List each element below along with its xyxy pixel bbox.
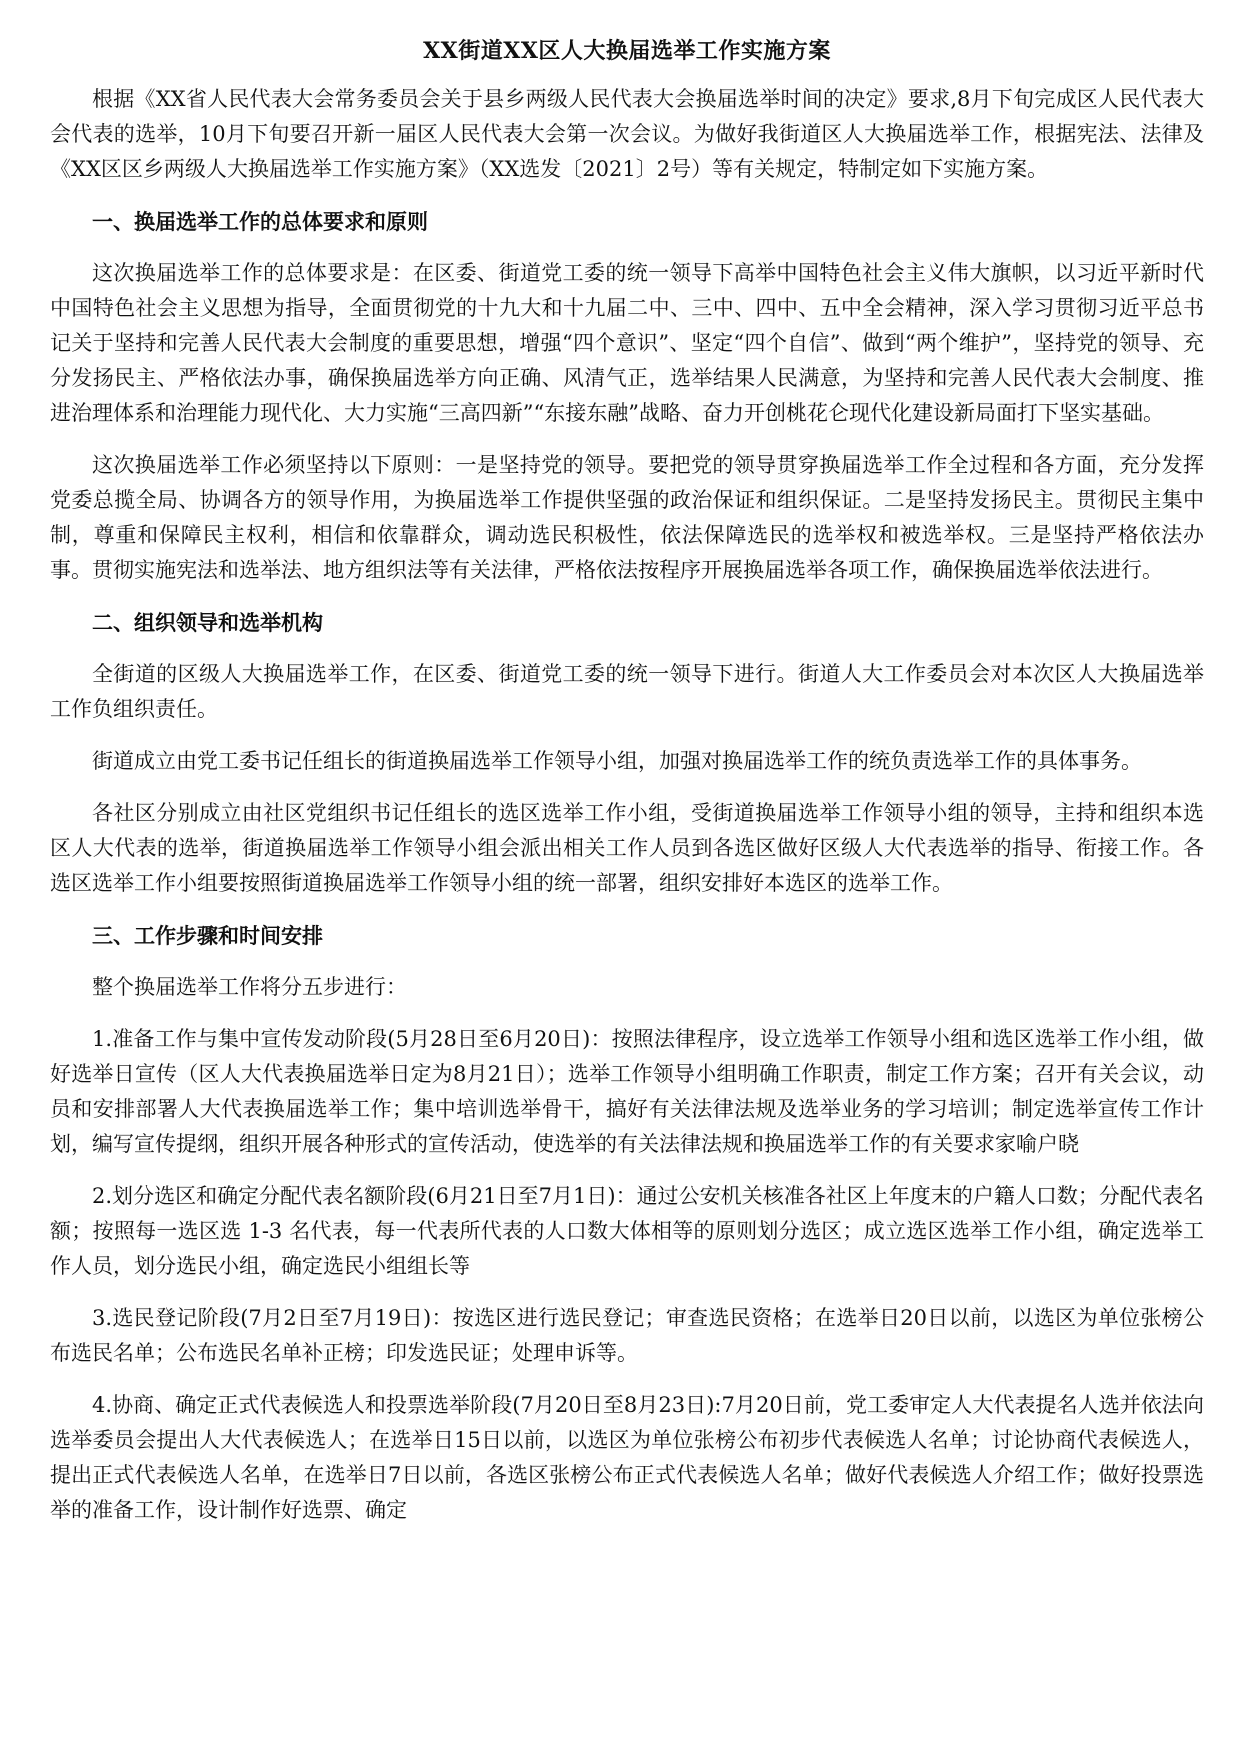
paragraph-district-leadership: 全街道的区级人大换届选举工作，在区委、街道党工委的统一领导下进行。街道人大工作委员会对本次区人大换届选举工作负组织责任。 — [50, 662, 1204, 721]
intro-paragraph: 根据《XX省人民代表大会常务委员会关于县乡两级人民代表大会换届选举时间的决定》要求,8月下旬完成区人民代表大会代表的选举，10月下旬要召开新一届区人民代表大会第一次会议。为做好我街道区人大换届选举工作，根据宪法、法律及《XX区区乡两级人大换届选举工作实施方案》（XX选发〔2021〕2号）等有关规定，特制定如下实施方案。 — [50, 87, 1204, 181]
paragraph-steps-intro: 整个换届选举工作将分五步进行： — [92, 975, 407, 999]
paragraph-leading-group: 街道成立由党工委书记任组长的街道换届选举工作领导小组，加强对换届选举工作的统负责选举工作的具体事务。 — [92, 749, 1142, 773]
paragraph-step-2: 2.划分选区和确定分配代表名额阶段(6月21日至7月1日)：通过公安机关核准各社区上年度末的户籍人口数；分配代表名额；按照每一选区选 1-3 名代表，每一代表所代表的人口数大体相等的原则划分选区；成立选区选举工作小组，确定选举工作人员，划分选民小组，确定选民小组组长等 — [50, 1184, 1204, 1278]
paragraph-step-1: 1.准备工作与集中宣传发动阶段(5月28日至6月20日)：按照法律程序，设立选举工作领导小组和选区选举工作小组，做好选举日宣传（区人大代表换届选举日定为8月21日）；选举工作领导小组明确工作职责，制定工作方案；召开有关会议，动员和安排部署人大代表换届选举工作；集中培训选举骨干，搞好有关法律法规及选举业务的学习培训；制定选举宣传工作计划，编写宣传提纲，组织开展各种形式的宣传活动，使选举的有关法律法规和换届选举工作的有关要求家喻户晓 — [50, 1027, 1204, 1156]
paragraph-principles: 这次换届选举工作必须坚持以下原则：一是坚持党的领导。要把党的领导贯穿换届选举工作全过程和各方面，充分发挥党委总揽全局、协调各方的领导作用，为换届选举工作提供坚强的政治保证和组织保证。二是坚持发扬民主。贯彻民主集中制，尊重和保障民主权利，相信和依靠群众，调动选民积极性，依法保障选民的选举权和被选举权。三是坚持严格依法办事。贯彻实施宪法和选举法、地方组织法等有关法律，严格依法按程序开展换届选举各项工作，确保换届选举依法进行。 — [50, 453, 1204, 582]
section-heading-steps: 三、工作步骤和时间安排 — [92, 923, 323, 948]
paragraph-general-requirements: 这次换届选举工作的总体要求是：在区委、街道党工委的统一领导下高举中国特色社会主义伟大旗帜，以习近平新时代中国特色社会主义思想为指导，全面贯彻党的十九大和十九届二中、三中、四中、五中全会精神，深入学习贯彻习近平总书记关于坚持和完善人民代表大会制度的重要思想，增强“四个意识”、坚定“四个自信”、做到“两个维护”，坚持党的领导、充分发扬民主、严格依法办事，确保换届选举方向正确、风清气正，选举结果人民满意，为坚持和完善人民代表大会制度、推进治理体系和治理能力现代化、大力实施“三高四新”“东接东融”战略、奋力开创桃花仑现代化建设新局面打下坚实基础。 — [50, 261, 1204, 425]
document-title: XX街道XX区人大换届选举工作实施方案 — [423, 38, 831, 64]
paragraph-community-groups: 各社区分别成立由社区党组织书记任组长的选区选举工作小组，受街道换届选举工作领导小组的领导，主持和组织本选区人大代表的选举，街道换届选举工作领导小组会派出相关工作人员到各选区做好区级人大代表选举的指导、衔接工作。各选区选举工作小组要按照街道换届选举工作领导小组的统一部署，组织安排好本选区的选举工作。 — [50, 801, 1204, 895]
paragraph-step-3: 3.选民登记阶段(7月2日至7月19日)：按选区进行选民登记；审查选民资格；在选举日20日以前，以选区为单位张榜公布选民名单；公布选民名单补正榜；印发选民证；处理申诉等。 — [50, 1306, 1204, 1365]
paragraph-step-4: 4.协商、确定正式代表候选人和投票选举阶段(7月20日至8月23日):7月20日前，党工委审定人大代表提名人选并依法向选举委员会提出人大代表候选人；在选举日15日以前，以选区为单位张榜公布初步代表候选人名单；讨论协商代表候选人，提出正式代表候选人名单，在选举日7日以前，各选区张榜公布正式代表候选人名单；做好代表候选人介绍工作；做好投票选举的准备工作，设计制作好选票、确定 — [50, 1393, 1204, 1522]
section-heading-organization: 二、组织领导和选举机构 — [92, 610, 323, 635]
section-heading-requirements: 一、换届选举工作的总体要求和原则 — [92, 209, 428, 234]
